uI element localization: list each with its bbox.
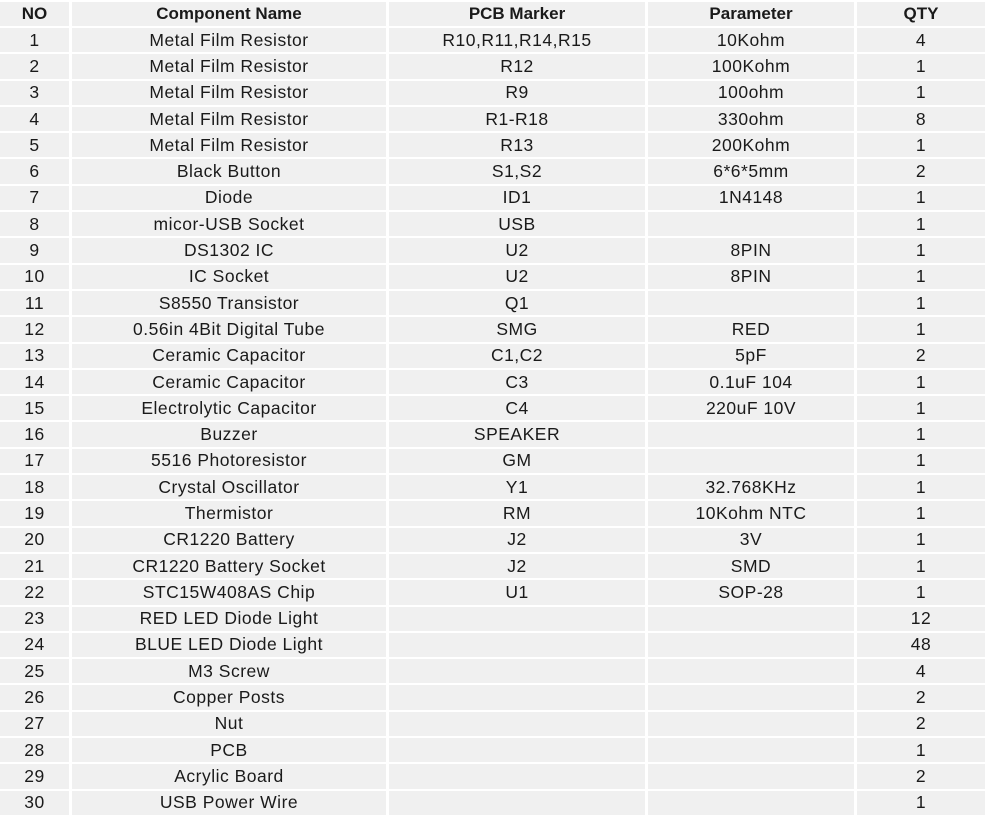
- cell-pcb-marker: ID1: [389, 186, 648, 210]
- table-row: [0, 501, 985, 525]
- cell-component-name: Thermistor: [72, 501, 389, 525]
- cell-no: 16: [0, 422, 72, 446]
- cell-no: 19: [0, 501, 72, 525]
- cell-component-name: CR1220 Battery: [72, 528, 389, 552]
- cell-pcb-marker: SPEAKER: [389, 422, 648, 446]
- cell-no: 9: [0, 238, 72, 262]
- table-row: [0, 317, 985, 341]
- cell-pcb-marker: R9: [389, 81, 648, 105]
- cell-no: 11: [0, 291, 72, 315]
- table-row: [0, 422, 985, 446]
- table-row: [0, 554, 985, 578]
- cell-qty: 1: [857, 186, 985, 210]
- cell-qty: 48: [857, 633, 985, 657]
- cell-parameter: [648, 607, 857, 631]
- cell-parameter: [648, 659, 857, 683]
- cell-pcb-marker: R13: [389, 133, 648, 157]
- cell-qty: 4: [857, 28, 985, 52]
- cell-parameter: 8PIN: [648, 238, 857, 262]
- cell-no: 18: [0, 475, 72, 499]
- cell-pcb-marker: J2: [389, 554, 648, 578]
- cell-parameter: 10Kohm NTC: [648, 501, 857, 525]
- cell-pcb-marker: Y1: [389, 475, 648, 499]
- table-row: [0, 396, 985, 420]
- cell-component-name: Black Button: [72, 159, 389, 183]
- cell-component-name: Nut: [72, 712, 389, 736]
- table-body: [0, 28, 985, 815]
- cell-pcb-marker: S1,S2: [389, 159, 648, 183]
- cell-parameter: [648, 422, 857, 446]
- cell-component-name: Copper Posts: [72, 685, 389, 709]
- table-row: [0, 528, 985, 552]
- cell-parameter: SOP-28: [648, 580, 857, 604]
- table-row: [0, 28, 985, 52]
- cell-parameter: [648, 212, 857, 236]
- cell-pcb-marker: [389, 791, 648, 815]
- cell-component-name: micor-USB Socket: [72, 212, 389, 236]
- cell-component-name: DS1302 IC: [72, 238, 389, 262]
- cell-pcb-marker: [389, 633, 648, 657]
- cell-parameter: 200Kohm: [648, 133, 857, 157]
- cell-no: 27: [0, 712, 72, 736]
- cell-pcb-marker: USB: [389, 212, 648, 236]
- cell-parameter: [648, 712, 857, 736]
- cell-parameter: 100Kohm: [648, 54, 857, 78]
- cell-component-name: USB Power Wire: [72, 791, 389, 815]
- cell-parameter: [648, 291, 857, 315]
- table-row: [0, 370, 985, 394]
- cell-qty: 1: [857, 501, 985, 525]
- cell-no: 20: [0, 528, 72, 552]
- cell-pcb-marker: Q1: [389, 291, 648, 315]
- cell-parameter: [648, 449, 857, 473]
- cell-no: 10: [0, 265, 72, 289]
- cell-component-name: Metal Film Resistor: [72, 28, 389, 52]
- cell-component-name: 5516 Photoresistor: [72, 449, 389, 473]
- cell-component-name: Metal Film Resistor: [72, 81, 389, 105]
- cell-qty: 1: [857, 133, 985, 157]
- table-row: [0, 238, 985, 262]
- cell-component-name: STC15W408AS Chip: [72, 580, 389, 604]
- cell-pcb-marker: R12: [389, 54, 648, 78]
- cell-pcb-marker: [389, 764, 648, 788]
- cell-qty: 1: [857, 265, 985, 289]
- cell-parameter: 330ohm: [648, 107, 857, 131]
- table-row: [0, 607, 985, 631]
- cell-component-name: PCB: [72, 738, 389, 762]
- table-row: [0, 107, 985, 131]
- cell-parameter: 0.1uF 104: [648, 370, 857, 394]
- cell-qty: 1: [857, 554, 985, 578]
- cell-component-name: Metal Film Resistor: [72, 54, 389, 78]
- cell-qty: 1: [857, 370, 985, 394]
- table-row: [0, 133, 985, 157]
- cell-no: 8: [0, 212, 72, 236]
- cell-component-name: RED LED Diode Light: [72, 607, 389, 631]
- cell-pcb-marker: [389, 712, 648, 736]
- cell-pcb-marker: R10,R11,R14,R15: [389, 28, 648, 52]
- table-row: [0, 291, 985, 315]
- cell-qty: 1: [857, 528, 985, 552]
- cell-parameter: [648, 633, 857, 657]
- cell-component-name: Electrolytic Capacitor: [72, 396, 389, 420]
- cell-pcb-marker: RM: [389, 501, 648, 525]
- table-row: [0, 212, 985, 236]
- cell-no: 3: [0, 81, 72, 105]
- header-pcb-marker: PCB Marker: [389, 2, 648, 26]
- cell-component-name: Ceramic Capacitor: [72, 344, 389, 368]
- cell-qty: 2: [857, 712, 985, 736]
- cell-qty: 2: [857, 764, 985, 788]
- cell-qty: 4: [857, 659, 985, 683]
- cell-component-name: M3 Screw: [72, 659, 389, 683]
- cell-no: 1: [0, 28, 72, 52]
- cell-component-name: S8550 Transistor: [72, 291, 389, 315]
- table-row: [0, 449, 985, 473]
- cell-parameter: 10Kohm: [648, 28, 857, 52]
- table-row: [0, 791, 985, 815]
- cell-pcb-marker: R1-R18: [389, 107, 648, 131]
- cell-component-name: Metal Film Resistor: [72, 107, 389, 131]
- cell-pcb-marker: U2: [389, 238, 648, 262]
- cell-pcb-marker: C1,C2: [389, 344, 648, 368]
- cell-no: 7: [0, 186, 72, 210]
- cell-no: 14: [0, 370, 72, 394]
- cell-parameter: 3V: [648, 528, 857, 552]
- cell-pcb-marker: GM: [389, 449, 648, 473]
- cell-qty: 1: [857, 449, 985, 473]
- cell-no: 26: [0, 685, 72, 709]
- cell-pcb-marker: [389, 607, 648, 631]
- table-row: [0, 633, 985, 657]
- cell-pcb-marker: U1: [389, 580, 648, 604]
- table-row: [0, 54, 985, 78]
- cell-qty: 2: [857, 685, 985, 709]
- cell-pcb-marker: SMG: [389, 317, 648, 341]
- table-row: [0, 580, 985, 604]
- table-row: [0, 712, 985, 736]
- table-row: [0, 659, 985, 683]
- cell-no: 2: [0, 54, 72, 78]
- cell-qty: 2: [857, 344, 985, 368]
- cell-no: 29: [0, 764, 72, 788]
- cell-component-name: 0.56in 4Bit Digital Tube: [72, 317, 389, 341]
- cell-pcb-marker: C3: [389, 370, 648, 394]
- cell-component-name: Metal Film Resistor: [72, 133, 389, 157]
- cell-pcb-marker: C4: [389, 396, 648, 420]
- cell-no: 4: [0, 107, 72, 131]
- cell-parameter: 1N4148: [648, 186, 857, 210]
- cell-parameter: [648, 764, 857, 788]
- table-row: [0, 186, 985, 210]
- cell-parameter: 220uF 10V: [648, 396, 857, 420]
- table-row: [0, 344, 985, 368]
- cell-qty: 2: [857, 159, 985, 183]
- cell-component-name: Crystal Oscillator: [72, 475, 389, 499]
- cell-no: 28: [0, 738, 72, 762]
- cell-component-name: Buzzer: [72, 422, 389, 446]
- cell-qty: 1: [857, 396, 985, 420]
- table-row: [0, 159, 985, 183]
- cell-component-name: IC Socket: [72, 265, 389, 289]
- cell-qty: 1: [857, 81, 985, 105]
- cell-qty: 1: [857, 422, 985, 446]
- cell-parameter: 32.768KHz: [648, 475, 857, 499]
- cell-qty: 8: [857, 107, 985, 131]
- cell-no: 15: [0, 396, 72, 420]
- table-row: [0, 265, 985, 289]
- cell-no: 30: [0, 791, 72, 815]
- cell-no: 21: [0, 554, 72, 578]
- cell-no: 13: [0, 344, 72, 368]
- header-row: [0, 2, 985, 26]
- header-component-name: Component Name: [72, 2, 389, 26]
- cell-qty: 1: [857, 580, 985, 604]
- cell-no: 12: [0, 317, 72, 341]
- cell-pcb-marker: [389, 685, 648, 709]
- cell-no: 22: [0, 580, 72, 604]
- cell-parameter: [648, 685, 857, 709]
- cell-qty: 1: [857, 475, 985, 499]
- cell-qty: 12: [857, 607, 985, 631]
- cell-qty: 1: [857, 54, 985, 78]
- cell-qty: 1: [857, 738, 985, 762]
- cell-component-name: Acrylic Board: [72, 764, 389, 788]
- table-row: [0, 81, 985, 105]
- cell-qty: 1: [857, 238, 985, 262]
- table-header: [0, 2, 985, 26]
- table-row: [0, 738, 985, 762]
- cell-component-name: CR1220 Battery Socket: [72, 554, 389, 578]
- cell-qty: 1: [857, 791, 985, 815]
- table-row: [0, 764, 985, 788]
- cell-no: 25: [0, 659, 72, 683]
- cell-no: 6: [0, 159, 72, 183]
- cell-parameter: SMD: [648, 554, 857, 578]
- cell-pcb-marker: U2: [389, 265, 648, 289]
- header-no: NO: [0, 2, 72, 26]
- cell-no: 5: [0, 133, 72, 157]
- cell-pcb-marker: [389, 659, 648, 683]
- cell-parameter: 5pF: [648, 344, 857, 368]
- cell-parameter: [648, 791, 857, 815]
- cell-qty: 1: [857, 317, 985, 341]
- cell-pcb-marker: [389, 738, 648, 762]
- cell-no: 17: [0, 449, 72, 473]
- table-row: [0, 685, 985, 709]
- cell-qty: 1: [857, 212, 985, 236]
- header-qty: QTY: [857, 2, 985, 26]
- cell-parameter: [648, 738, 857, 762]
- cell-parameter: 8PIN: [648, 265, 857, 289]
- table-row: [0, 475, 985, 499]
- cell-component-name: Diode: [72, 186, 389, 210]
- cell-parameter: 6*6*5mm: [648, 159, 857, 183]
- cell-pcb-marker: J2: [389, 528, 648, 552]
- cell-parameter: RED: [648, 317, 857, 341]
- cell-qty: 1: [857, 291, 985, 315]
- cell-no: 23: [0, 607, 72, 631]
- cell-parameter: 100ohm: [648, 81, 857, 105]
- cell-component-name: BLUE LED Diode Light: [72, 633, 389, 657]
- header-parameter: Parameter: [648, 2, 857, 26]
- cell-component-name: Ceramic Capacitor: [72, 370, 389, 394]
- cell-no: 24: [0, 633, 72, 657]
